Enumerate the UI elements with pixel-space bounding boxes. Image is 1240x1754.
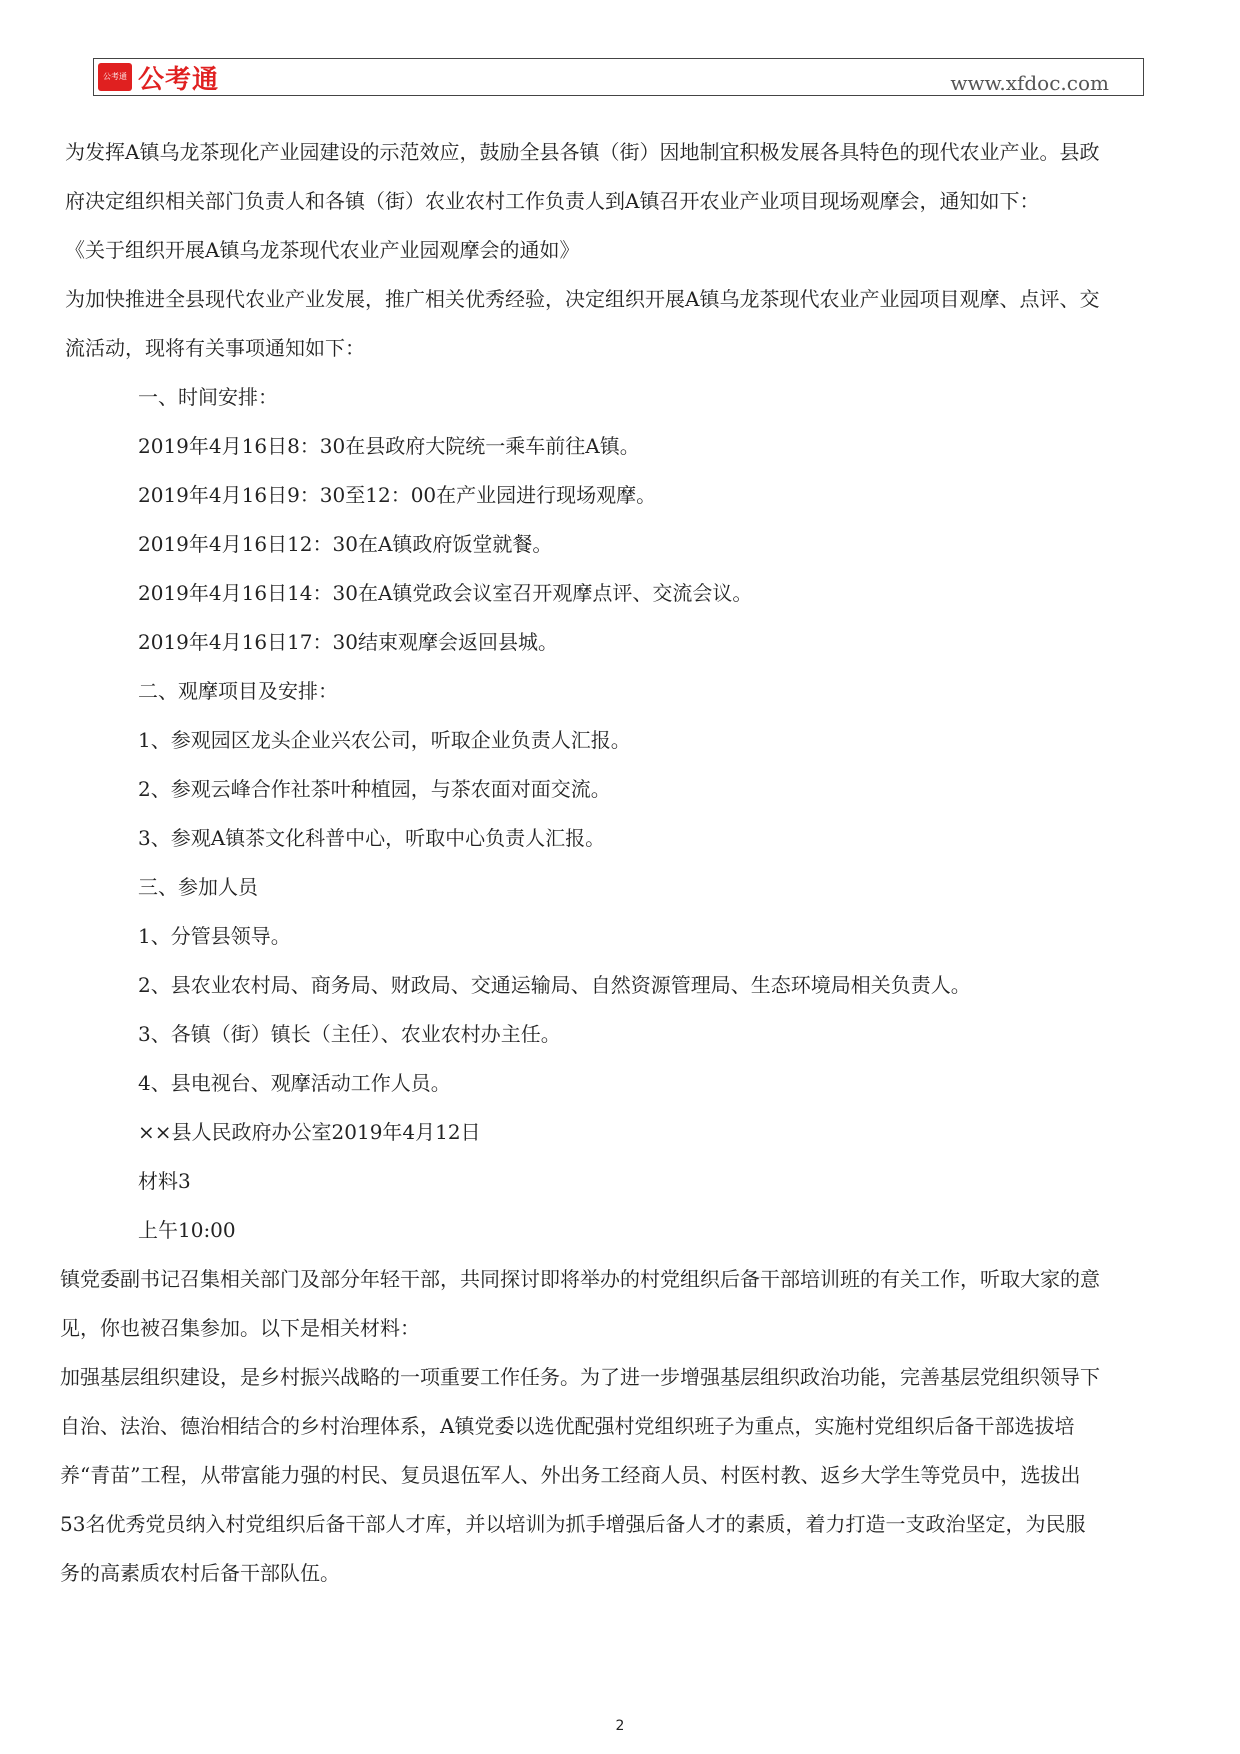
section-heading-projects: 二、观摩项目及安排： [138,679,338,703]
paragraph-background: 加强基层组织建设，是乡村振兴战略的一项重要工作任务。为了进一步增强基层组织政治功能，完善基层党组织领导下自治、法治、德治相结合的乡村治理体系，A镇党委以选优配强村党组织班子为重点，实施村党组织后备干部选拔培养“青苗”工程，从带富能力强的村民、复员退伍军人、外出务工经商人员、村医村教、返乡大学生等党员中，选拔出53名优秀党员纳入村党组织后备干部人才库，并以培训为抓手增强后备人才的素质，着力打造一支政治坚定，为民服务的高素质农村后备干部队伍。 [60,1365,1100,1585]
site-logo[interactable] [98,62,220,95]
attendee-item: 2、县农业农村局、商务局、财政局、交通运输局、自然资源管理局、生态环境局相关负责人。 [138,973,971,997]
section-heading-attendees: 三、参加人员 [138,875,258,899]
schedule-item: 2019年4月16日9：30至12：00在产业园进行现场观摩。 [138,483,657,507]
page-number: 2 [615,1718,625,1734]
project-item: 1、参观园区龙头企业兴农公司，听取企业负责人汇报。 [138,728,631,752]
time-label: 上午10:00 [138,1218,236,1242]
section-heading-schedule: 一、时间安排： [138,385,278,409]
schedule-item: 2019年4月16日17：30结束观摩会返回县城。 [138,630,558,654]
paragraph-meeting: 镇党委副书记召集相关部门及部分年轻干部，共同探讨即将举办的村党组织后备干部培训班的有关工作，听取大家的意见，你也被召集参加。以下是相关材料： [60,1267,1100,1340]
schedule-item: 2019年4月16日12：30在A镇政府饭堂就餐。 [138,532,553,556]
paragraph-notice: 为加快推进全县现代农业产业发展，推广相关优秀经验，决定组织开展A镇乌龙茶现代农业产业园项目观摩、点评、交流活动，现将有关事项通知如下： [65,287,1100,360]
attendee-item: 1、分管县领导。 [138,924,291,948]
schedule-item: 2019年4月16日14：30在A镇党政会议室召开观摩点评、交流会议。 [138,581,753,605]
project-item: 3、参观A镇茶文化科普中心，听取中心负责人汇报。 [138,826,606,850]
project-item: 2、参观云峰合作社茶叶种植园，与茶农面对面交流。 [138,777,611,801]
logo-text: 公考通 [138,64,220,95]
issuer-signature: ××县人民政府办公室2019年4月12日 [138,1120,481,1144]
notice-title: 《关于组织开展A镇乌龙茶现代农业产业园观摩会的通如》 [65,238,580,262]
attendee-item: 4、县电视台、观摩活动工作人员。 [138,1071,451,1095]
material-label: 材料3 [138,1169,191,1193]
paragraph-intro: 为发挥A镇乌龙茶现化产业园建设的示范效应，鼓励全县各镇（街）因地制宜积极发展各具特色的现代农业产业。县政府决定组织相关部门负责人和各镇（街）农业农村工作负责人到A镇召开农业产业项目现场观摩会，通知如下： [65,140,1100,213]
page-header [93,58,1144,96]
attendee-item: 3、各镇（街）镇长（主任）、农业农村办主任。 [138,1022,561,1046]
document-body [20,128,1100,1598]
logo-icon: 公考通 [98,63,132,91]
schedule-item: 2019年4月16日8：30在县政府大院统一乘车前往A镇。 [138,434,640,458]
site-url[interactable]: www.xfdoc.com [950,71,1109,95]
